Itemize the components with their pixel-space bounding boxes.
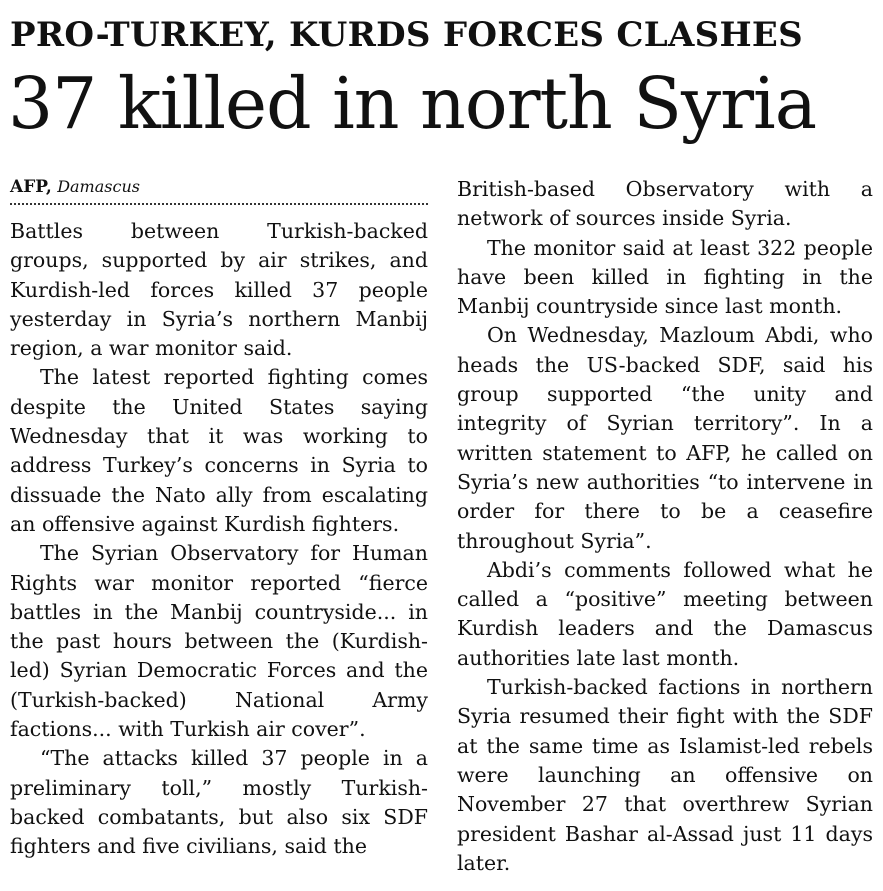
byline-place: Damascus <box>57 177 140 196</box>
byline <box>10 171 428 205</box>
paragraph: British-based Observatory with a network of sources inside Syria. <box>457 177 873 231</box>
article-column-left <box>10 171 428 862</box>
article-column-right <box>457 175 873 878</box>
kicker-headline: PRO-TURKEY, KURDS FORCES CLASHES <box>10 15 803 55</box>
paragraph: The monitor said at least 322 people have been killed in fighting in the Manbij countryside since last month. <box>457 235 873 319</box>
paragraph: On Wednesday, Mazloum Abdi, who heads the US-backed SDF, said his group supported “the unity and integrity of Syrian territory”. In a written statement to AFP, he called on Syria’s new authorities “to intervene in order for there to be a ceasefire throughout Syria”. <box>457 323 873 553</box>
paragraph: The latest reported fighting comes despite the United States saying Wednesday that it was working to address Turkey’s concerns in Syria to dissuade the Nato ally from escalating an offensive against Kurdish fighters. <box>10 365 428 536</box>
main-headline: 37 killed in north Syria <box>8 62 817 145</box>
paragraph: Battles between Turkish-backed groups, supported by air strikes, and Kurdish-led forces killed 37 people yesterday in Syria’s northern Manbij region, a war monitor said. <box>10 219 428 361</box>
paragraph: Turkish-backed factions in northern Syria resumed their fight with the SDF at the same time as Islamist-led rebels were launching an offensive on November 27 that overthrew Syrian president Bashar al-Assad just 11 days later. <box>457 675 873 875</box>
paragraph: The Syrian Observatory for Human Rights war monitor reported “fierce battles in the Manbij countryside... in the past hours between the (Kurdish-led) Syrian Democratic Forces and the (Turkish-backed) National Army factions... with Turkish air cover”. <box>10 541 428 742</box>
paragraph: “The attacks killed 37 people in a preliminary toll,” mostly Turkish-backed combatants, but also six SDF fighters and five civilians, said the <box>10 746 428 859</box>
paragraph: Abdi’s comments followed what he called a “positive” meeting between Kurdish leaders and the Damascus authorities late last month. <box>457 557 873 670</box>
byline-agency: AFP, <box>10 177 52 197</box>
